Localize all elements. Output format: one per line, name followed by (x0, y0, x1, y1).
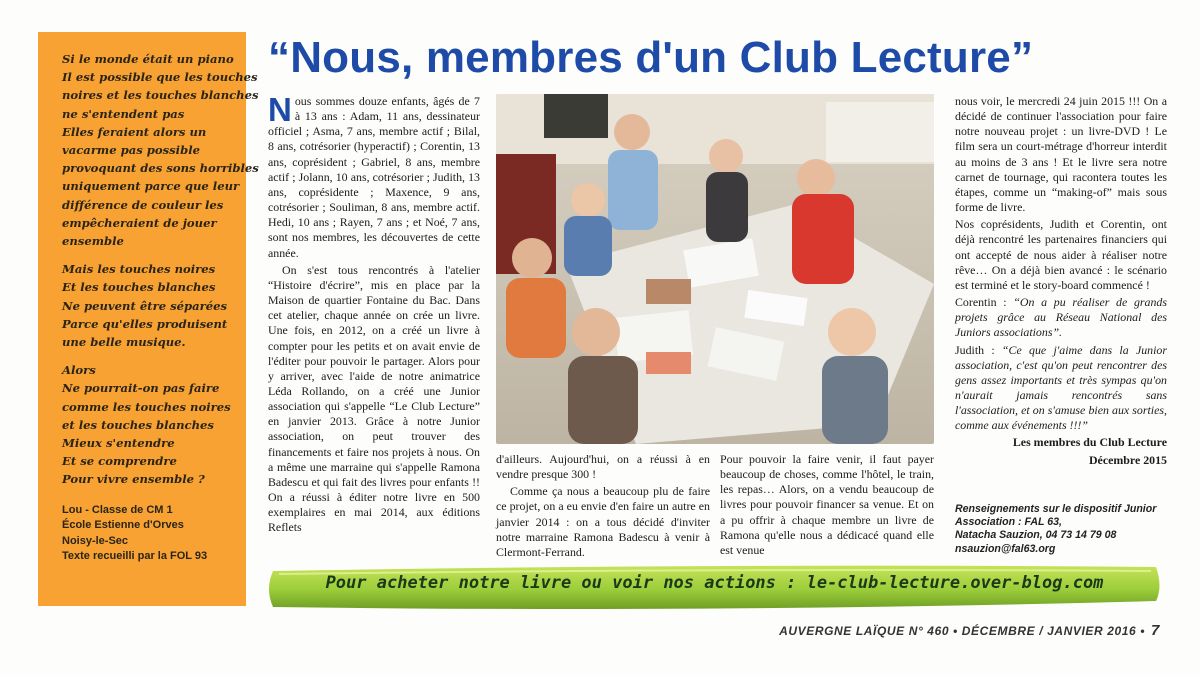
article-paragraph: Pour pouvoir la faire venir, il faut payer beaucoup de choses, comme l'hôtel, le train, les repas… Alors, on a vendu beaucoup de livres pour pouvoir financer sa venue. Et on a pu offrir à chaque membre un livre de Ramona qu'elle nous a dédicacé quand elle est venue (720, 452, 934, 557)
info-box (955, 503, 1170, 556)
signature-line: Texte recueilli par la FOL 93 (62, 550, 208, 563)
article-paragraph (268, 91, 480, 261)
children-at-table-photo (496, 94, 934, 444)
info-line: Association : FAL 63, (955, 516, 1062, 529)
article-paragraph: d'ailleurs. Aujourd'hui, on a réussi à en vendre presque 300 ! (496, 452, 710, 482)
poem-sidebar (38, 32, 259, 606)
info-line: nsauzion@fal63.org (955, 542, 1056, 555)
poem-line: Si le monde était un piano (62, 52, 234, 66)
poem-stanza-2 (62, 260, 232, 351)
group-photo (496, 94, 934, 444)
poem-line: uniquement parce que leur (62, 179, 240, 194)
poem-line: Et se comprendre (62, 454, 177, 469)
poem-line: comme les touches noires (62, 399, 231, 414)
page-number: 7 (1151, 622, 1160, 639)
quote-text: “On a pu réaliser de grands projets grâce au Réseau National des Juniors associations”. (955, 295, 1167, 340)
article-paragraph: Nos coprésidents, Judith et Corentin, ont déjà rencontré les partenaires financiers qui ont accepté de nous aider à réaliser notre rêve… On a déjà bien avancé : le scénario est terminé et le story-board commencé ! (955, 217, 1167, 292)
poem (62, 50, 259, 489)
poem-line: Elles feraient alors un (62, 124, 207, 139)
poem-line: Et les touches blanches (62, 280, 216, 295)
poem-line: provoquant des sons horribles (62, 161, 259, 176)
article-paragraph: On s'est tous rencontrés à l'atelier “Histoire d'écrire”, mis en place par la Maison de quartier Fontaine du Bac. Dans cet atelier, chaque année on crée un livre. Une fois, en 2012, on a créé un livre à compter pour les petits et on avait envie de l'éditer pour pouvoir le partager. Alors pour y arriver, avec l'aide de notre animatrice Léda Rollando, on a créé une Junior association qui s'appelle “Le Club Lecture” en janvier 2013. Grâce à notre Junior association, on peut trouver des financements et faire nos projets à nous. On a même une marraine qui s'appelle Ramona Badescu et qui fait des livres pour enfants !! On a réussi à éditer notre livre en 500 exemplaires en mai 2014, aux éditions Reflets (268, 262, 480, 535)
article-paragraph: Comme ça nous a beaucoup plu de faire ce projet, on a eu envie d'en faire un autre en janvier 2014 : on a tous décidé d'inviter notre marraine Ramona Badescu à venir à Clermont-Ferrand. (496, 484, 710, 559)
poem-line: différence de couleur les (62, 197, 224, 212)
poem-line: et les touches blanches (62, 417, 214, 432)
poem-line: ne s'entendent pas (62, 106, 185, 121)
banner-text[interactable]: Pour acheter notre livre ou voir nos actions : le-club-lecture.over-blog.com (325, 573, 1104, 593)
signature-line: Noisy-le-Sec (62, 534, 129, 547)
quote-text: “Ce que j'aime dans la Junior association, c'est qu'on peut rencontrer des gens assez importants et très sympas qu'on n'aurait jamais rencontrés sans l'association, et on s'amuse bien aux sorties, comme aux événements !!!” (955, 342, 1167, 433)
info-line: Renseignements sur le dispositif Junior (955, 503, 1157, 515)
poem-line: Mieux s'entendre (62, 436, 175, 451)
article-column-2 (496, 452, 710, 562)
quote-judith (955, 343, 1167, 434)
article-column-1 (268, 91, 480, 538)
poem-line: vacarme pas possible (62, 143, 200, 158)
publication-info: AUVERGNE LAÏQUE N° 460 • DÉCEMBRE / JANVIER 2016 • (779, 624, 1146, 638)
quote-corentin (955, 295, 1167, 340)
poem-line: Pour vivre ensemble ? (62, 472, 205, 487)
poem-line: Alors (62, 363, 96, 378)
article-column-4 (955, 94, 1167, 470)
article-signature: Les membres du Club Lecture (1012, 435, 1167, 450)
info-line: Natacha Sauzion, 04 73 14 79 08 (955, 529, 1117, 542)
poem-stanza-1 (62, 50, 259, 250)
page-footer (779, 622, 1160, 639)
poem-stanza-3 (62, 361, 232, 488)
poem-line: Il est possible que les touches (62, 70, 258, 85)
article-date: Décembre 2015 (1088, 452, 1167, 467)
poem-line: noires et les touches blanches (62, 88, 259, 103)
article-paragraph: nous voir, le mercredi 24 juin 2015 !!! On a décidé de continuer l'association pour faire notre nouveau projet : un livre-DVD ! Le film sera un court-métrage d'horreur interdit au moins de 3 ans ! Et le livre sera notre carnet de tournage, qui racontera toutes les étapes, comme un “making-of” mais sous forme de livre. (955, 94, 1167, 215)
paragraph-text: ous sommes douze enfants, âgés de 7 à 13 ans : Adam, 11 ans, dessinateur officiel ; Asma, 7 ans, membre actif ; Bilal, 8 ans, cotrésorier (hyperactif) ; Corentin, 13 ans, coprésident ; Gabriel, 8 ans, membre actif ; Jolann, 10 ans, cotrésorier ; Judith, 13 ans, coprésidente ; Maxence, 9 ans, cotrésorier ; Souliman, 8 ans, membre actif. Hedi, 10 ans ; Rayen, 7 ans ; et Noé, 7 ans, sont nos membres, les découvertes de cette année. (268, 94, 480, 260)
quote-label: Judith : (955, 342, 1002, 357)
poem-line: Ne peuvent être séparées (62, 298, 228, 313)
poem-line: Mais les touches noires (62, 262, 216, 277)
poem-line: Ne pourrait-on pas faire (62, 381, 220, 396)
signature-line: Lou - Classe de CM 1 (62, 503, 173, 516)
article-column-3 (720, 452, 934, 560)
poem-line: une belle musique. (62, 335, 186, 350)
poem-signature (62, 503, 232, 565)
blog-banner[interactable] (267, 565, 1162, 609)
article-title: “Nous, membres d'un Club Lecture” (268, 33, 1034, 82)
drop-cap: N (268, 91, 292, 128)
quote-label: Corentin : (955, 295, 1014, 310)
poem-line: ensemble (62, 234, 124, 249)
poem-line: Parce qu'elles produisent (62, 316, 228, 331)
signature-line: École Estienne d'Orves (62, 519, 184, 532)
poem-line: empêcheraient de jouer (62, 215, 217, 230)
